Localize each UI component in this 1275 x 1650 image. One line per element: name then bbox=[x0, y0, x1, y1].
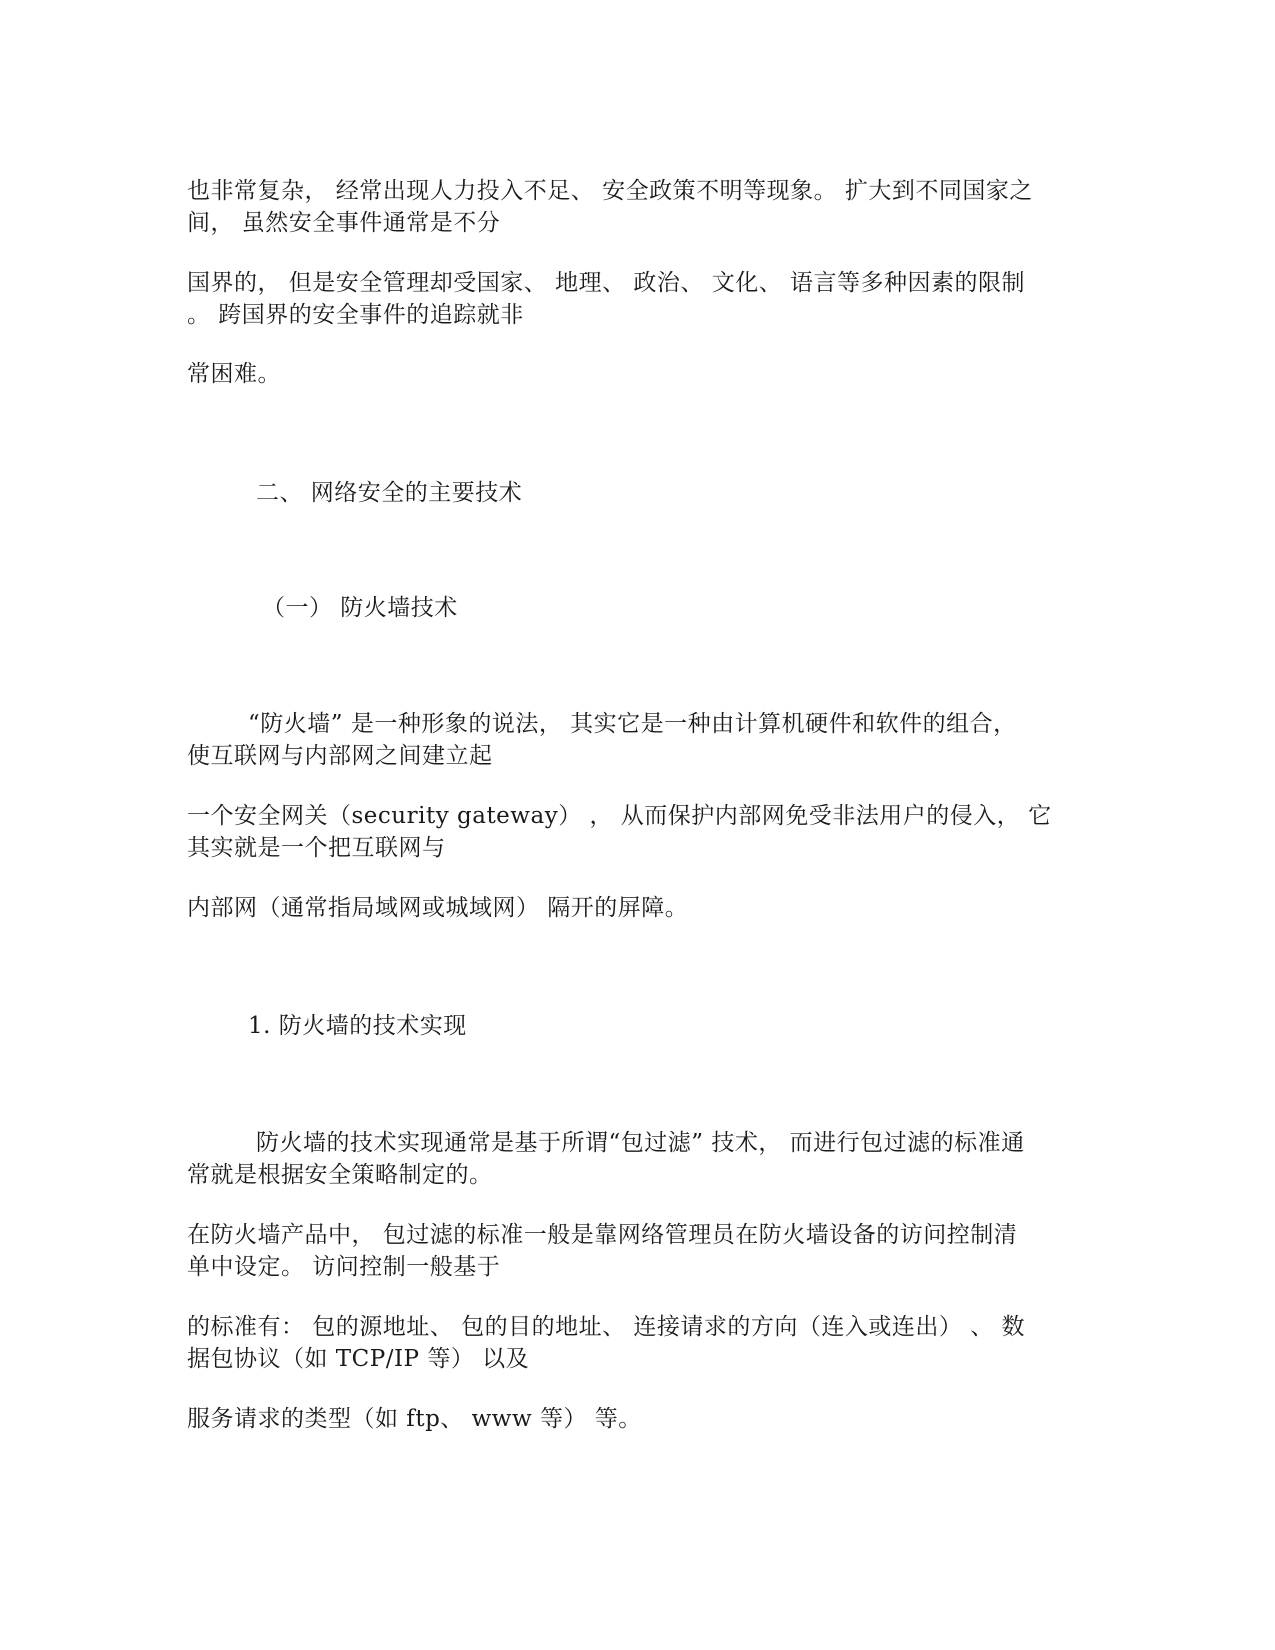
paragraph-9-line-1: 的标准有： 包的源地址、 包的目的地址、 连接请求的方向（连入或连出） 、 数 bbox=[187, 1314, 1026, 1340]
paragraph-3-line-1: 常困难。 bbox=[187, 361, 281, 387]
paragraph-8-line-1: 在防火墙产品中， 包过滤的标准一般是靠网络管理员在防火墙设备的访问控制清 bbox=[187, 1222, 1018, 1248]
paragraph-1-line-2: 间， 虽然安全事件通常是不分 bbox=[187, 210, 501, 236]
paragraph-8-line-2: 单中设定。 访问控制一般基于 bbox=[187, 1254, 501, 1280]
paragraph-10-line-1: 服务请求的类型（如 ftp、 www 等） 等。 bbox=[187, 1406, 642, 1432]
paragraph-6-line-1: 内部网（通常指局域网或城域网） 隔开的屏障。 bbox=[187, 895, 689, 921]
paragraph-1-line-1: 也非常复杂， 经常出现人力投入不足、 安全政策不明等现象。 扩大到不同国家之 bbox=[187, 178, 1033, 204]
paragraph-7-line-2: 常就是根据安全策略制定的。 bbox=[187, 1162, 493, 1188]
paragraph-4-line-1: “防火墙” 是一种形象的说法， 其实它是一种由计算机硬件和软件的组合， bbox=[248, 711, 1017, 737]
paragraph-4-line-2: 使互联网与内部网之间建立起 bbox=[187, 743, 493, 769]
item-heading-1: 1. 防火墙的技术实现 bbox=[248, 1013, 467, 1039]
paragraph-7-line-1: 防火墙的技术实现通常是基于所谓“包过滤” 技术， 而进行包过滤的标准通 bbox=[256, 1130, 1025, 1156]
paragraph-2-line-2: 。 跨国界的安全事件的追踪就非 bbox=[187, 302, 524, 328]
subsection-heading-1: （一） 防火墙技术 bbox=[262, 595, 458, 621]
section-heading-2: 二、 网络安全的主要技术 bbox=[256, 480, 523, 506]
paragraph-9-line-2: 据包协议（如 TCP/IP 等） 以及 bbox=[187, 1346, 530, 1372]
paragraph-2-line-1: 国界的， 但是安全管理却受国家、 地理、 政治、 文化、 语言等多种因素的限制 bbox=[187, 270, 1026, 296]
paragraph-5-line-2: 其实就是一个把互联网与 bbox=[187, 835, 446, 861]
paragraph-5-line-1: 一个安全网关（security gateway） ， 从而保护内部网免受非法用户的侵入， 它 bbox=[187, 803, 1052, 829]
